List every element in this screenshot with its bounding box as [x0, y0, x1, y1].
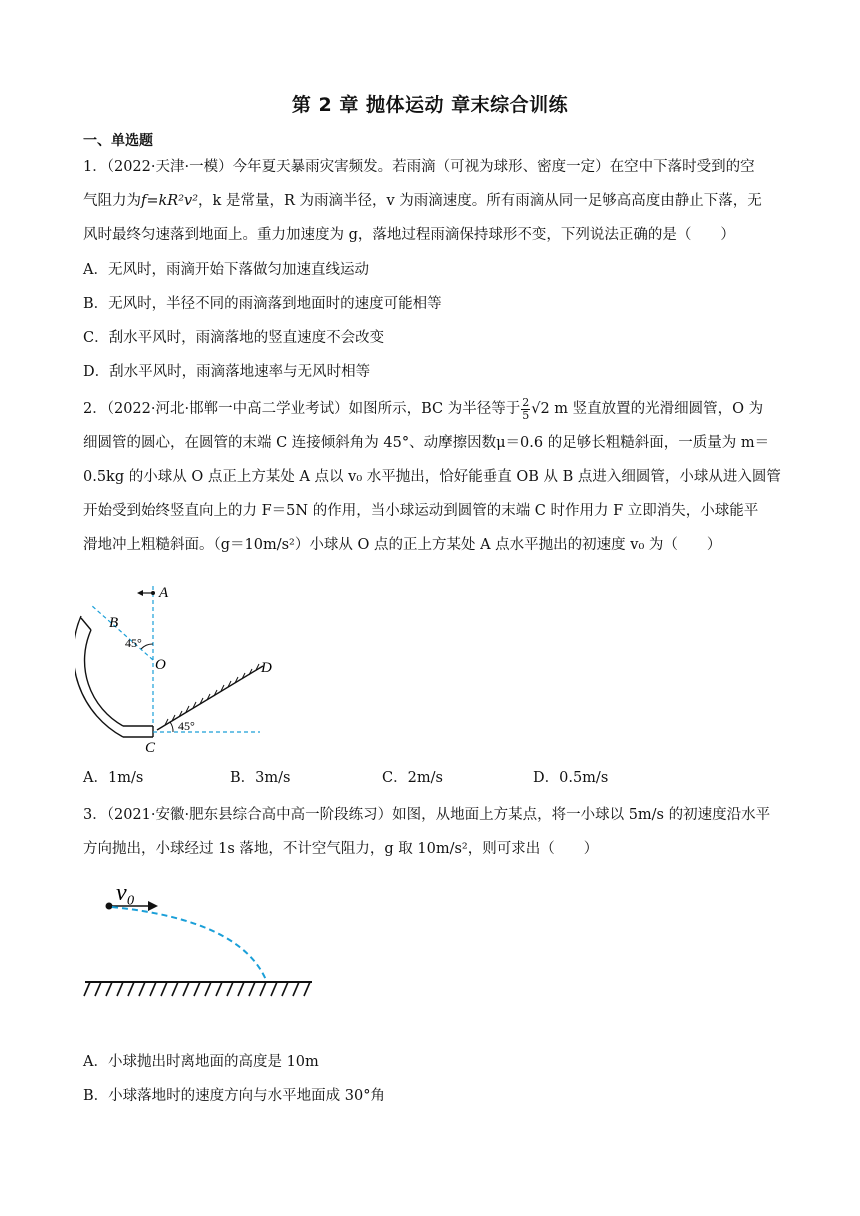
q1-option-d: D．刮水平风时，雨滴落地速率与无风时相等	[83, 364, 371, 380]
q2-line-5: 滑地冲上粗糙斜面。（g＝10m/s²）小球从 O 点的正上方某处 A 点水平抛出的初速度 v₀ 为（ ）	[83, 537, 722, 553]
label-o: O	[155, 657, 166, 673]
section-heading: 一、单选题	[83, 133, 153, 149]
q2-line-2: 细圆管的圆心，在圆管的末端 C 连接倾斜角为 45°、动摩擦因数μ＝0.6 的足够长粗糙斜面，一质量为 m＝	[83, 435, 770, 451]
q3-option-b: B．小球落地时的速度方向与水平地面成 30°角	[83, 1088, 385, 1104]
question-2	[83, 392, 783, 562]
q1-option-b: B．无风时，半径不同的雨滴落到地面时的速度可能相等	[83, 296, 442, 312]
label-angle-o: 45°	[125, 636, 142, 650]
label-a: A	[159, 585, 169, 601]
q3-line-1: 3．（2021·安徽·肥东县综合高中高一阶段练习）如图，从地面上方某点，将一小球以 5m/s 的初速度沿水平	[83, 807, 771, 823]
q2-sqrt: √2	[531, 401, 550, 417]
q2-option-b: B．3m/s	[230, 770, 291, 786]
label-b: B	[109, 615, 119, 631]
q2-option-c: C．2m/s	[382, 770, 443, 786]
label-v0: v₀	[116, 880, 135, 906]
q2-figure-tube-diagram	[75, 580, 290, 760]
label-angle-c: 45°	[178, 719, 195, 733]
q2-option-d: D．0.5m/s	[533, 770, 609, 786]
q1-line-3: 风时最终匀速落到地面上。重力加速度为 g，落地过程雨滴保持球形不变，下列说法正确的是（ ）	[83, 227, 735, 243]
q1-line-1: 1．（2022·天津·一模）今年夏天暴雨灾害频发。若雨滴（可视为球形、密度一定）在空中下落时受到的空	[83, 159, 755, 175]
q2-line-4: 开始受到始终竖直向上的力 F＝5N 的作用，当小球运动到圆管的末端 C 时作用力 F 立即消失，小球能平	[83, 503, 759, 519]
question-3	[83, 798, 783, 866]
q2-line-3: 0.5kg 的小球从 O 点正上方某处 A 点以 v₀ 水平抛出，恰好能垂直 OB 从 B 点进入细圆管，小球从进入圆管	[83, 469, 781, 485]
q2-option-a: A．1m/s	[83, 770, 144, 786]
q1-option-a: A．无风时，雨滴开始下落做匀加速直线运动	[83, 262, 369, 278]
q1-formula: f=kR²v²	[141, 193, 199, 209]
q3-option-a: A．小球抛出时离地面的高度是 10m	[83, 1054, 319, 1070]
q1-line-2: 气阻力为f=kR²v²，k 是常量，R 为雨滴半径，v 为雨滴速度。所有雨滴从同一足够高高度由静止下落，无	[83, 193, 762, 209]
q2-line-1: 2．（2022·河北·邯郸一中高二学业考试）如图所示，BC 为半径等于 $\frac{2}{5}$ √2 m 竖直放置的光滑细圆管，O 为	[83, 395, 764, 422]
q3-figure-projectile	[80, 870, 320, 1010]
q2-fraction: $\frac{2}{5}$	[522, 395, 530, 422]
label-c: C	[145, 740, 156, 756]
q3-line-2: 方向抛出，小球经过 1s 落地，不计空气阻力，g 取 10m/s²，则可求出（ ）	[83, 841, 599, 857]
page-title: 第 2 章 抛体运动 章末综合训练	[291, 94, 569, 116]
q1-option-c: C．刮水平风时，雨滴落地的竖直速度不会改变	[83, 330, 385, 346]
question-1	[83, 150, 783, 252]
label-d: D	[261, 660, 272, 676]
